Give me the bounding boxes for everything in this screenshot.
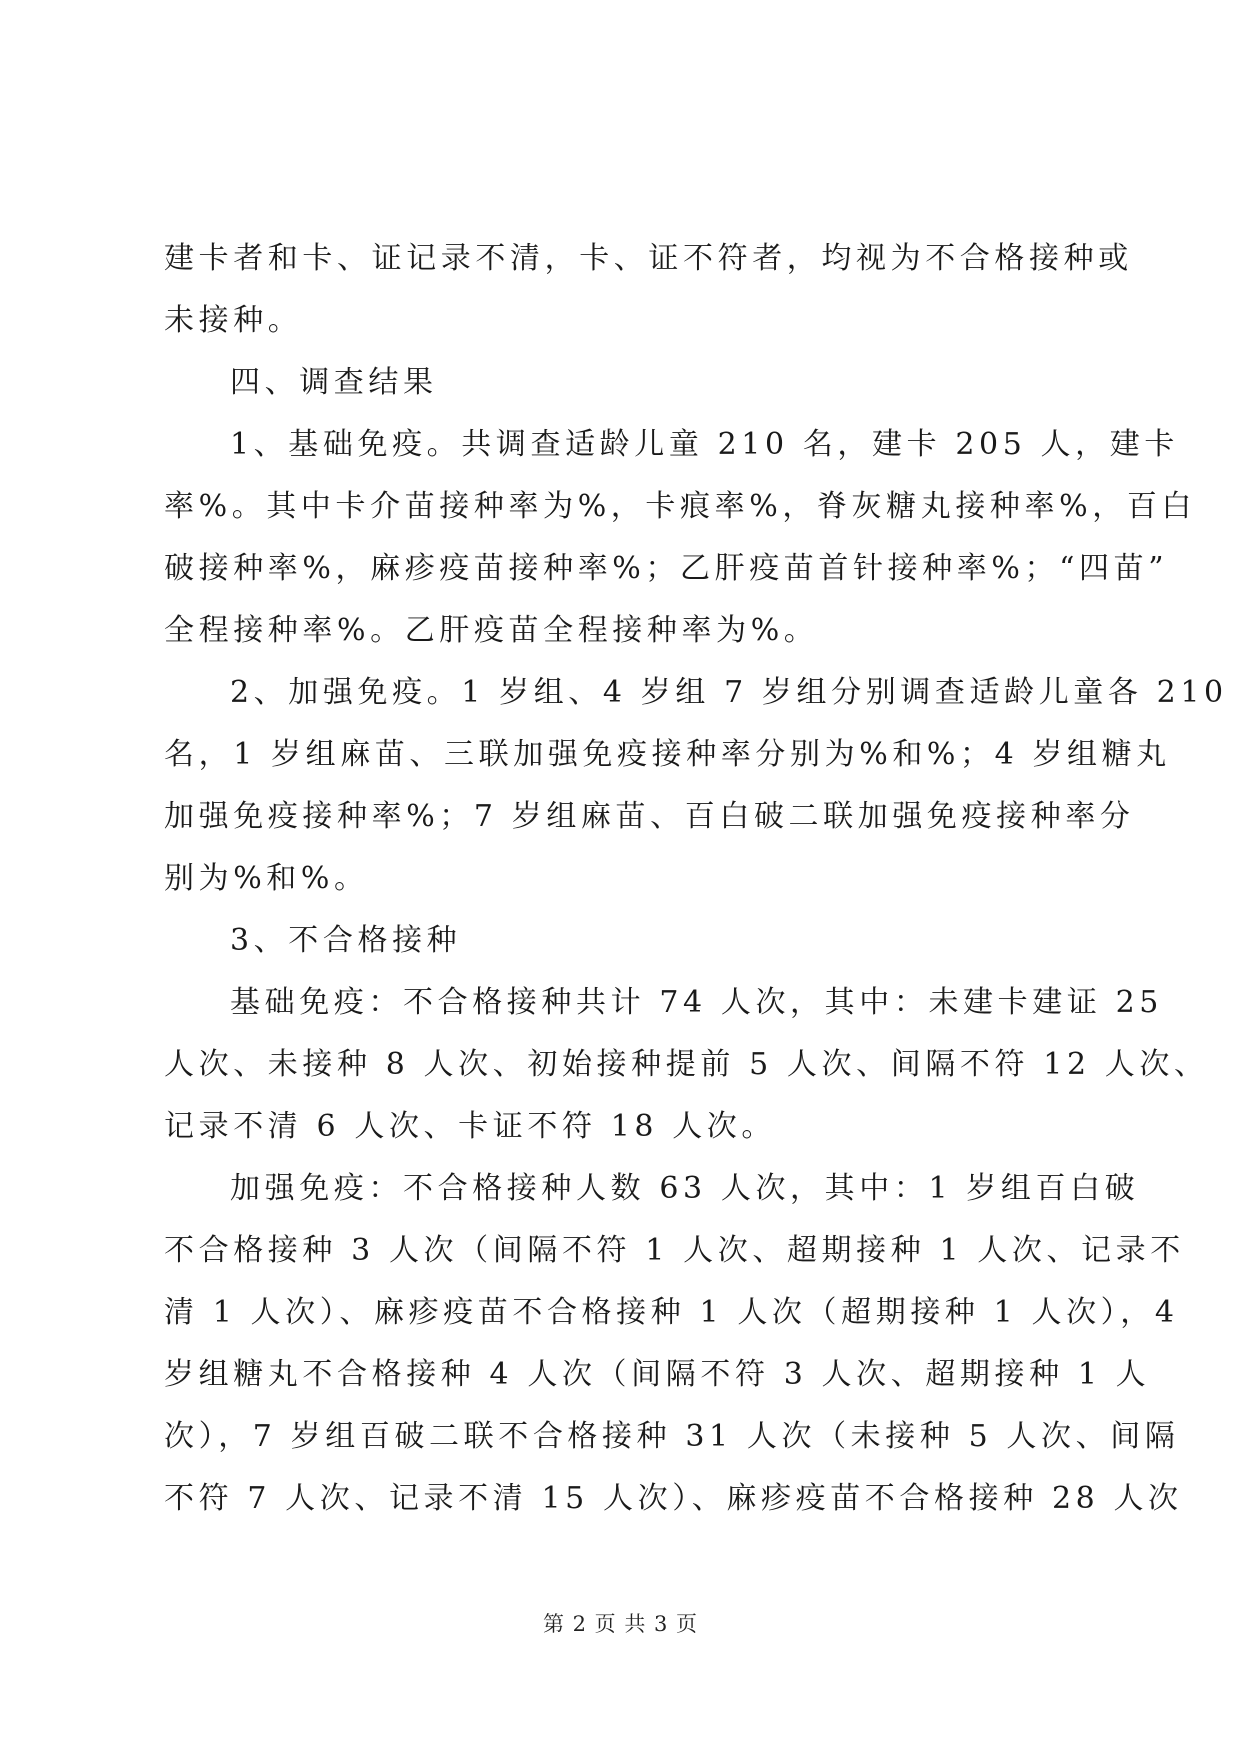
- text-line: 名，1 岁组麻苗、三联加强免疫接种率分别为%和%；4 岁组糖丸: [164, 737, 1171, 772]
- text-line: 全程接种率%。乙肝疫苗全程接种率为%。: [164, 613, 819, 648]
- text-line: 加强免疫接种率%；7 岁组麻苗、百白破二联加强免疫接种率分: [164, 799, 1135, 834]
- page-number-footer: 第 2 页 共 3 页: [542, 1612, 699, 1636]
- text-line: 加强免疫：不合格接种人数 63 人次，其中：1 岁组百白破: [230, 1171, 1140, 1206]
- text-line: 2、加强免疫。1 岁组、4 岁组 7 岁组分别调查适龄儿童各 210: [230, 675, 1228, 710]
- text-line: 清 1 人次）、麻疹疫苗不合格接种 1 人次（超期接种 1 人次），4: [164, 1295, 1179, 1330]
- subsection-heading: 3、不合格接种: [230, 923, 462, 958]
- text-line: 率%。其中卡介苗接种率为%，卡痕率%，脊灰糖丸接种率%，百白: [164, 489, 1197, 524]
- text-line: 不合格接种 3 人次（间隔不符 1 人次、超期接种 1 人次、记录不: [164, 1233, 1185, 1268]
- section-heading: 四、调查结果: [230, 365, 438, 400]
- text-line: 次），7 岁组百破二联不合格接种 31 人次（未接种 5 人次、间隔: [164, 1419, 1180, 1454]
- text-line: 基础免疫：不合格接种共计 74 人次，其中：未建卡建证 25: [230, 985, 1163, 1020]
- text-line: 岁组糖丸不合格接种 4 人次（间隔不符 3 人次、超期接种 1 人: [164, 1357, 1151, 1392]
- text-line: 记录不清 6 人次、卡证不符 18 人次。: [164, 1109, 777, 1144]
- text-line: 破接种率%，麻疹疫苗接种率%；乙肝疫苗首针接种率%；“四苗”: [164, 551, 1169, 586]
- text-line: 别为%和%。: [164, 861, 369, 896]
- text-line: 未接种。: [164, 303, 303, 338]
- text-line: 人次、未接种 8 人次、初始接种提前 5 人次、间隔不符 12 人次、: [164, 1047, 1209, 1082]
- text-line: 不符 7 人次、记录不清 15 人次）、麻疹疫苗不合格接种 28 人次: [164, 1481, 1183, 1516]
- document-body: [164, 228, 1228, 1530]
- text-line: 建卡者和卡、证记录不清，卡、证不符者，均视为不合格接种或: [164, 241, 1133, 276]
- text-line: 1、基础免疫。共调查适龄儿童 210 名，建卡 205 人，建卡: [230, 427, 1179, 462]
